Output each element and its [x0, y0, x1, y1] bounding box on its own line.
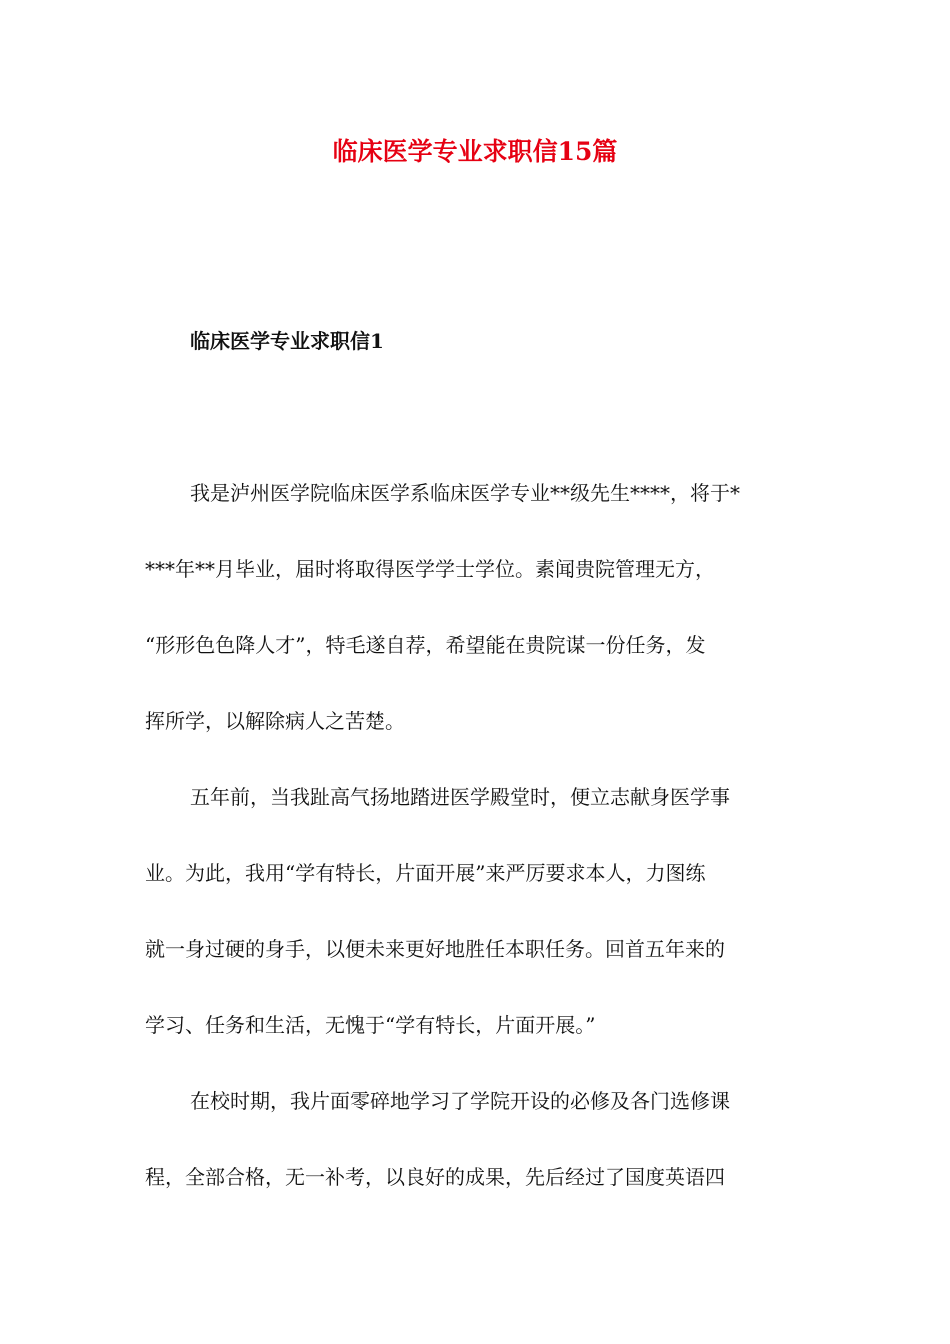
body-paragraph: [145, 455, 810, 759]
document-title: 临床医学专业求职信15篇: [332, 137, 618, 166]
paragraph-line: 五年前，当我趾高气扬地踏进医学殿堂时，便立志献身医学事: [190, 785, 730, 809]
paragraph-line: 我是泸州医学院临床医学系临床医学专业**级先生****，将于*: [190, 481, 740, 505]
paragraph-line: 在校时期，我片面零碎地学习了学院开设的必修及各门选修课: [190, 1089, 730, 1113]
paragraph-line: ***年**月毕业，届时将取得医学学士学位。素闻贵院管理无方，: [145, 557, 715, 581]
paragraph-line: 程，全部合格，无一补考，以良好的成果，先后经过了国度英语四: [145, 1165, 725, 1189]
section-heading: 临床医学专业求职信1: [190, 329, 384, 353]
paragraph-line: 业。为此，我用“学有特长，片面开展”来严厉要求本人，力图练: [145, 861, 706, 885]
body-paragraph: [145, 1063, 810, 1215]
paragraph-line: “形形色色降人才”，特毛遂自荐，希望能在贵院谋一份任务，发: [145, 633, 706, 657]
body-paragraph: [145, 759, 810, 1063]
paragraph-line: 就一身过硬的身手，以便未来更好地胜任本职任务。回首五年来的: [145, 937, 725, 961]
paragraph-line: 学习、任务和生活，无愧于“学有特长，片面开展。”: [145, 1013, 596, 1037]
paragraph-line: 挥所学，以解除病人之苦楚。: [145, 709, 405, 733]
